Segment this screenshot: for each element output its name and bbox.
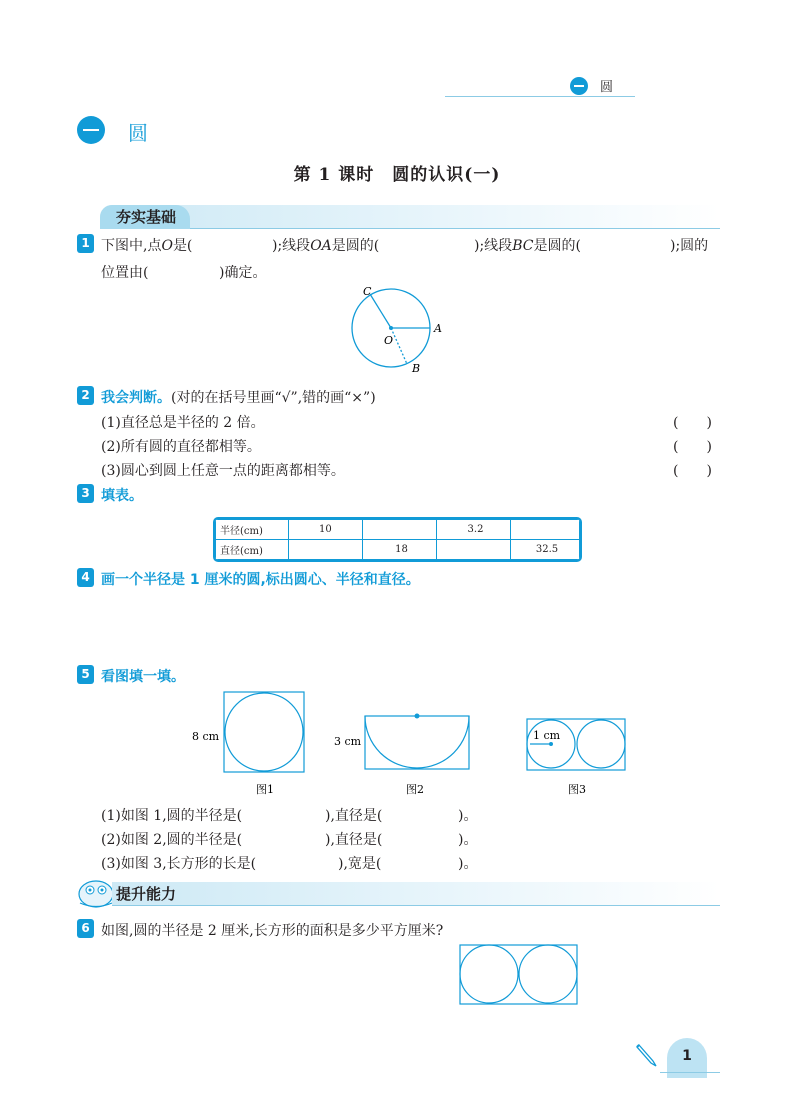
q2-answer-blank-3[interactable]: ( ) (673, 463, 712, 479)
question-number-3: 3 (77, 484, 94, 503)
table-cell[interactable]: 3.2 (437, 520, 511, 540)
fig1-side-label: 8 cm (192, 730, 220, 743)
table-row (216, 540, 580, 560)
table-row (216, 520, 580, 540)
q1-label-o: O (384, 334, 394, 347)
q1-center-dot (389, 326, 393, 330)
q2-item-1: (1)直径总是半径的 2 倍。 (101, 415, 265, 431)
q5-item-1-a: (1)如图 1,圆的半径是( (101, 808, 243, 824)
q1-line-ob (391, 328, 407, 364)
section-banner-advanced (112, 882, 720, 906)
header-rule (445, 96, 635, 97)
fig2-rectangle (365, 716, 469, 769)
q6-circle-left (460, 945, 518, 1003)
q1-line-oc (370, 294, 391, 328)
q5-item-2-a: (2)如图 2,圆的半径是( (101, 832, 243, 848)
table-cell[interactable] (511, 520, 580, 540)
question-number-4: 4 (77, 568, 94, 587)
q1-point-o: O (161, 238, 173, 254)
q2-item-3: (3)圆心到圆上任意一点的距离都相等。 (101, 463, 345, 479)
section-banner-basic (100, 205, 720, 229)
fig2-center-dot (415, 714, 420, 719)
table-cell[interactable]: 32.5 (511, 540, 580, 560)
q3-table (213, 517, 582, 562)
q2-item-2: (2)所有圆的直径都相等。 (101, 439, 261, 455)
q1-label-b: B (412, 362, 421, 375)
q2-heading (101, 387, 376, 407)
fig3-circle-right (577, 720, 625, 768)
table-row-label: 半径(cm) (216, 520, 289, 540)
q1-line2-b: )确定。 (219, 265, 267, 281)
question-number-6: 6 (77, 919, 94, 938)
q5-item-3-a: (3)如图 3,长方形的长是( (101, 856, 257, 872)
q1-line2-a: 位置由( (101, 265, 149, 281)
q1-circle-figure (340, 280, 460, 380)
q6-circle-right (519, 945, 577, 1003)
q1-segment-oa: OA (310, 238, 332, 254)
fig1-caption: 图1 (256, 783, 274, 796)
q1-text: );线段 (272, 238, 311, 254)
q5-item-3-b: ),宽是( (338, 856, 382, 872)
q1-line1-part2 (272, 235, 379, 255)
fig3-center-dot (549, 742, 553, 746)
q2-instruction: (对的在括号里画“√”,错的画“×”) (171, 390, 376, 406)
fig3-caption: 图3 (568, 783, 586, 796)
q5-item-3-c: )。 (458, 856, 478, 872)
table-cell[interactable] (437, 540, 511, 560)
q1-text: 是( (172, 238, 193, 254)
table-cell[interactable]: 10 (289, 520, 363, 540)
q2-answer-blank-1[interactable]: ( ) (673, 415, 712, 431)
table-row-label: 直径(cm) (216, 540, 289, 560)
q3-title: 填表。 (101, 488, 143, 504)
q1-text: 下图中,点 (101, 238, 162, 254)
q1-line1-part3 (474, 235, 581, 255)
question-number-5: 5 (77, 665, 94, 684)
q1-line1 (101, 235, 192, 255)
table-cell[interactable]: 18 (363, 540, 437, 560)
section-title-basic: 夯实基础 (100, 205, 190, 229)
table-cell[interactable] (363, 520, 437, 540)
q6-figure (455, 940, 585, 1010)
question-number-1: 1 (77, 234, 94, 253)
q1-text: );线段 (474, 238, 513, 254)
q1-text: 是圆的( (331, 238, 380, 254)
pencil-icon (636, 1042, 660, 1068)
q6-text: 如图,圆的半径是 2 厘米,长方形的面积是多少平方厘米? (101, 923, 444, 939)
q5-figures (180, 686, 650, 801)
q1-text: 是圆的( (533, 238, 581, 254)
q1-label-c: C (363, 285, 372, 298)
footer-rule (660, 1072, 720, 1073)
chapter-badge-icon (570, 77, 588, 95)
q1-segment-bc: BC (512, 238, 534, 254)
section-title-advanced: 提升能力 (116, 885, 177, 903)
table-cell[interactable] (289, 540, 363, 560)
question-number-2: 2 (77, 386, 94, 405)
q5-item-2-b: ),直径是( (325, 832, 383, 848)
q1-line1-part4: );圆的 (670, 238, 709, 254)
q5-item-2-c: )。 (458, 832, 478, 848)
unit-title: 圆 (128, 121, 148, 145)
q5-item-1-c: )。 (458, 808, 478, 824)
fig1-circle (225, 693, 303, 771)
fig2-semicircle (365, 716, 469, 768)
q5-title: 看图填一填。 (101, 669, 185, 685)
q5-item-1-b: ),直径是( (325, 808, 383, 824)
q2-title: 我会判断。 (101, 390, 171, 406)
fig2-side-label: 3 cm (334, 735, 362, 748)
q1-label-a: A (434, 322, 442, 335)
q4-title: 画一个半径是 1 厘米的圆,标出圆心、半径和直径。 (101, 572, 420, 588)
fig3-radius-label: 1 cm (533, 729, 561, 742)
header-chapter-label: 圆 (600, 80, 614, 95)
unit-number-badge-icon (77, 116, 105, 144)
fig2-caption: 图2 (406, 783, 424, 796)
q2-answer-blank-2[interactable]: ( ) (673, 439, 712, 455)
page-number: 1 (682, 1048, 692, 1064)
lesson-title: 第 1 课时 圆的认识(一) (293, 165, 501, 185)
